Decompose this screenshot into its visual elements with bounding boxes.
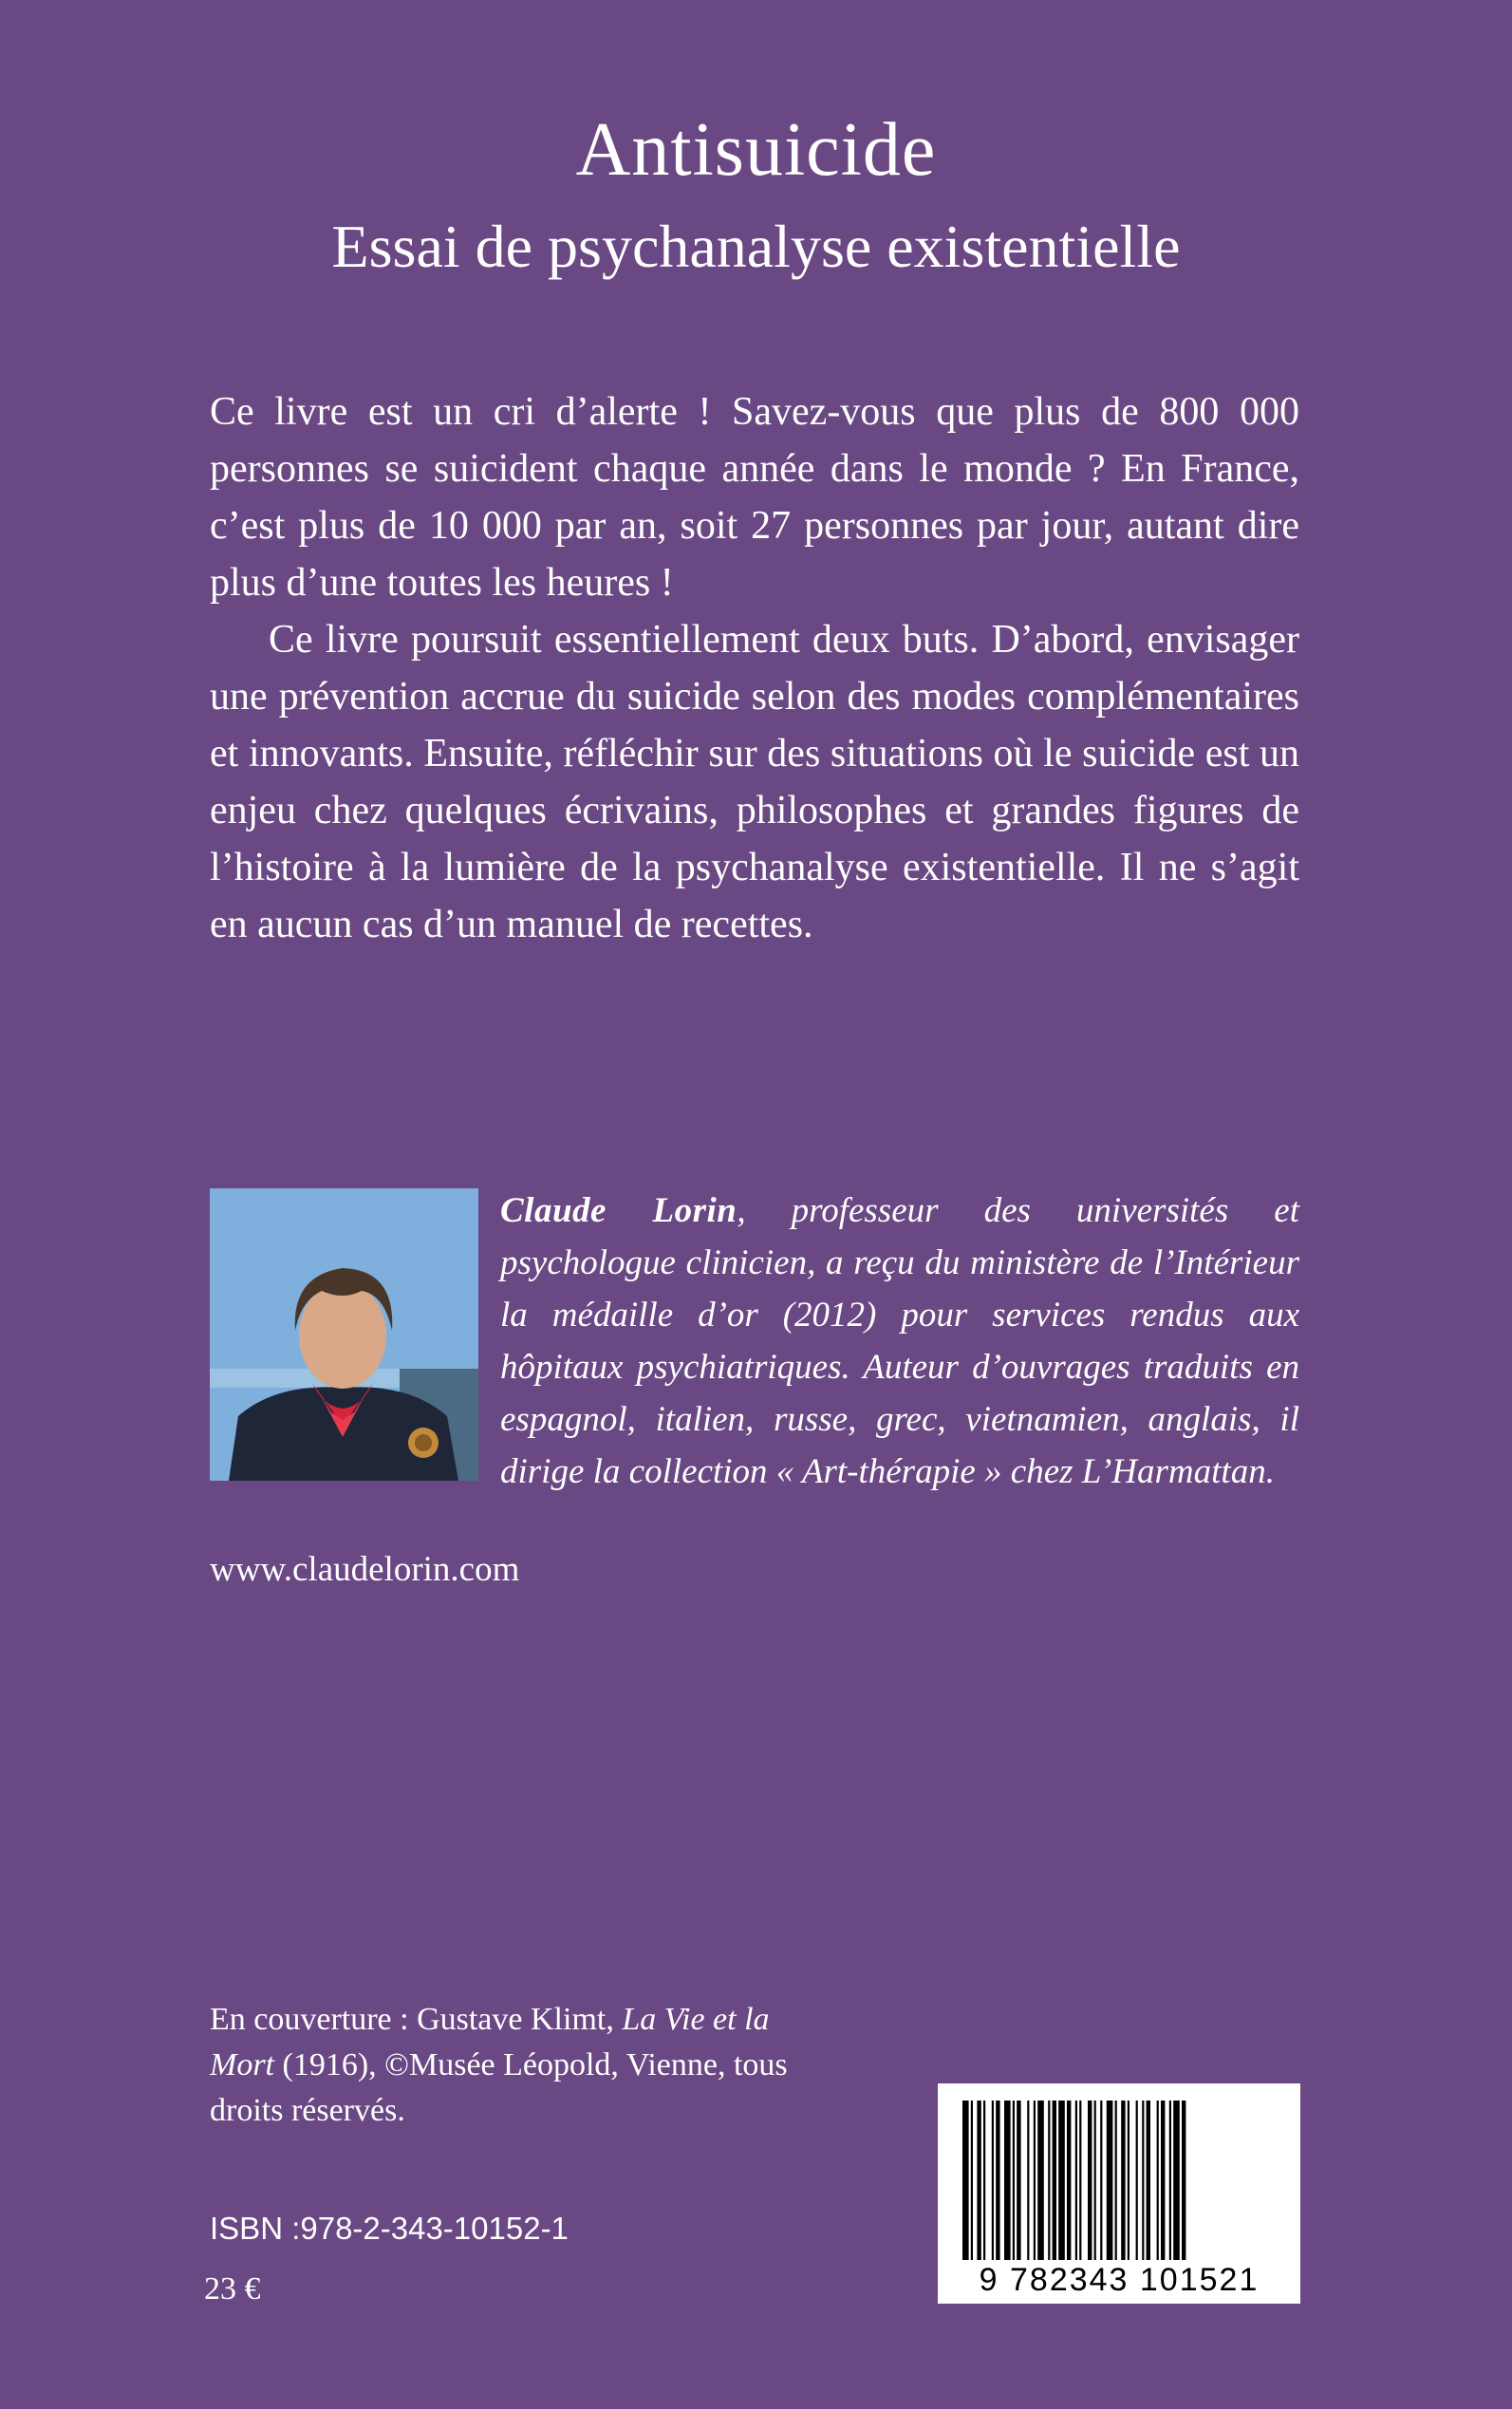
author-bio-text: , professeur des universités et psychologue clinicien, a reçu du ministère de l’Intérieur la médaille d’or (2012) pour services rendus aux hôpitaux psychiatriques. Auteur d’ouvrages traduits en espagnol, italien, russe, grec, vietnamien, anglais, il dirige la collection « Art-thérapie » chez L’Harmattan. <box>500 1191 1299 1491</box>
barcode-bar <box>1013 2101 1015 2260</box>
barcode-bar <box>1094 2101 1096 2260</box>
barcode-bar <box>1100 2101 1102 2260</box>
barcode-bar <box>1173 2101 1180 2260</box>
barcode-bar <box>962 2101 969 2260</box>
cover-credit <box>210 1997 817 2134</box>
blurb-paragraph-1: Ce livre est un cri d’alerte ! Savez-vous que plus de 800 000 personnes se suicident chaque année dans le monde ? En France, c’est plus de 10 000 par an, soit 27 personnes par jour, autant dire plus d’une toutes les heures ! <box>210 390 1299 605</box>
barcode-bar <box>1075 2101 1077 2260</box>
blurb <box>210 383 1299 953</box>
barcode-bar <box>1157 2101 1159 2260</box>
barcode-digits: 9 782343 101521 <box>979 2262 1260 2298</box>
author-website[interactable]: www.claudelorin.com <box>210 1550 520 1589</box>
barcode-bar <box>1017 2101 1020 2260</box>
barcode-bar <box>983 2101 985 2260</box>
barcode-bar <box>1147 2101 1150 2260</box>
barcode-bar <box>1121 2101 1125 2260</box>
barcode-bar <box>1088 2101 1092 2260</box>
cover-credit-suffix: (1916), ©Musée Léopold, Vienne, tous droits réservés. <box>210 2047 788 2128</box>
barcode-bar <box>1058 2101 1065 2260</box>
barcode-bar <box>1079 2101 1081 2260</box>
barcode-bar <box>1027 2101 1029 2260</box>
barcode-bar <box>977 2101 980 2260</box>
barcode-graphic <box>938 2083 1300 2304</box>
barcode-bar <box>1182 2101 1185 2260</box>
barcode-bar <box>1161 2101 1165 2260</box>
barcode-bar <box>1169 2101 1171 2260</box>
barcode-bar <box>1053 2101 1056 2260</box>
barcode-bar <box>1004 2101 1011 2260</box>
barcode-bar <box>1067 2101 1071 2260</box>
author-bio <box>210 1185 1299 1498</box>
barcode-bar <box>971 2101 973 2260</box>
author-name: Claude Lorin <box>500 1191 737 1230</box>
book-title: Antisuicide <box>575 108 937 192</box>
barcode-bar <box>1107 2101 1113 2260</box>
barcode-bar <box>1136 2101 1138 2260</box>
barcode-bar <box>1034 2101 1036 2260</box>
isbn: ISBN :978-2-343-10152-1 <box>210 2211 569 2246</box>
photo-spacer <box>210 1185 500 1481</box>
barcode-bar <box>996 2101 999 2260</box>
blurb-paragraph-2: Ce livre poursuit essentiellement deux buts. D’abord, envisager une prévention accrue du suicide selon des modes complémentaires et innovants. Ensuite, réfléchir sur des situations où le suicide est un enjeu chez quelques écrivains, philosophes et grandes figures de l’histoire à la lumière de la psychanalyse existentielle. Il ne s’agit en aucun cas d’un manuel de recettes. <box>210 618 1299 946</box>
cover-credit-artwork: La Vie et la Mort <box>210 2002 770 2082</box>
cover-credit-prefix: En couverture : Gustave Klimt, <box>210 2002 623 2037</box>
price: 23 € <box>204 2271 261 2306</box>
barcode-bar <box>1142 2101 1144 2260</box>
barcode-bar <box>1115 2101 1117 2260</box>
barcode-bar <box>1048 2101 1050 2260</box>
book-subtitle: Essai de psychanalyse existentielle <box>331 213 1181 280</box>
barcode-bar <box>1128 2101 1129 2260</box>
barcode-bar <box>992 2101 994 2260</box>
barcode <box>938 2083 1300 2304</box>
barcode-bar <box>1037 2101 1044 2260</box>
